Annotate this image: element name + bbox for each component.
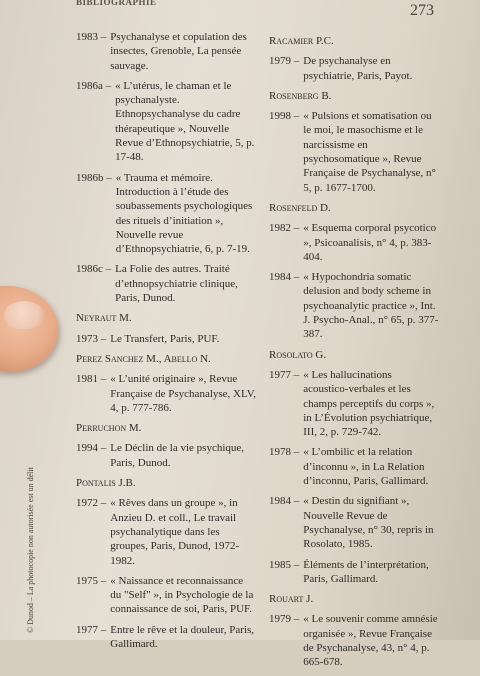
- copyright-side-note: © Dunod – La photocopie non autorisée est un délit: [26, 467, 35, 633]
- bibliography-entry: [269, 221, 439, 264]
- entry-year: 1998 –: [269, 110, 300, 123]
- entry-citation: « Les hallucinations acoustico-verbales et les champs perceptifs du corps », in L’Évolution psychiatrique, III, 2, p. 729-742.: [303, 368, 435, 439]
- entry-citation: « Rêves dans un groupe », in Anzieu D. et coll., Le travail psychanalytique dans les groupes, Paris, Dunod, 1972-1982.: [110, 497, 240, 567]
- entry-year: 1975 –: [76, 574, 107, 587]
- entry-citation: Entre le rêve et la douleur, Paris, Gallimard.: [110, 623, 254, 650]
- bibliography-entry: [76, 623, 256, 652]
- entry-citation: « Destin du signifiant », Nouvelle Revue de Psychanalyse, n° 30, repris in Rosolato, 1985.: [303, 495, 434, 551]
- entry-year: 1981 –: [76, 373, 107, 386]
- running-head: BIBLIOGRAPHIE: [76, 0, 157, 7]
- author-heading: Rosenfeld D.: [269, 201, 331, 214]
- entry-year: 1977 –: [76, 623, 107, 636]
- entry-citation: « Trauma et mémoire. Introduction à l’étude des soubassements psychologiques des rituels d’initiation », Nouvelle revue d’Ethnopsychiatrie, 6, p. 7-19.: [115, 171, 253, 256]
- entry-year: 1979 –: [269, 613, 300, 626]
- bibliography-entry: [269, 368, 439, 439]
- thumbnail-nail: [4, 301, 44, 329]
- bibliography-entry: [269, 558, 439, 587]
- entry-year: 1985 –: [269, 558, 300, 571]
- author-heading: Neyraut M.: [76, 312, 132, 325]
- bibliography-entry: [76, 171, 256, 257]
- bibliography-entry: [269, 445, 439, 488]
- author-heading: Rosolato G.: [269, 348, 327, 361]
- author-heading: Racamier P.C.: [269, 35, 334, 47]
- thumb: [0, 286, 58, 372]
- entry-year: 1984 –: [269, 495, 300, 508]
- bibliography-entry: [269, 270, 439, 341]
- entry-year: 1977 –: [269, 368, 300, 381]
- bibliography-entry: [76, 79, 256, 165]
- entry-citation: Psychanalyse et copulation des insectes, Grenoble, La pensée sauvage.: [110, 31, 247, 72]
- bibliography-entry: [76, 262, 256, 305]
- entry-citation: « Esquema corporal psycotico », Psicoanalisis, n° 4, p. 383-404.: [303, 222, 437, 263]
- entry-citation: De psychanalyse en psychiatrie, Paris, Payot.: [303, 55, 413, 82]
- entry-year: 1984 –: [269, 271, 300, 284]
- entry-citation: « Pulsions et somatisation ou le moi, le masochisme et le narcissisme en psychosomatique », Revue Française de Psychanalyse, n° 5, p. 1677-1700.: [303, 110, 436, 194]
- bibliography-entry: [76, 441, 256, 470]
- bibliography-entry: [76, 574, 256, 617]
- entry-year: 1973 –: [76, 332, 107, 345]
- entry-year: 1978 –: [269, 446, 300, 459]
- entry-citation: « Naissance et reconnaissance du "Self" », in Psychologie de la connaissance de soi, Paris, PUF.: [110, 574, 254, 616]
- entry-citation: « L’unité originaire », Revue Française de Psychanalyse, XLV, 4, p. 777-786.: [110, 373, 256, 414]
- entry-year: 1986a –: [76, 79, 112, 92]
- entry-citation: « Le souvenir comme amnésie organisée », Revue Française de Psychanalyse, 43, n° 4, p. 665-678.: [303, 613, 438, 669]
- entry-year: 1972 –: [76, 497, 107, 510]
- author-heading: Rouart J.: [269, 593, 314, 606]
- entry-year: 1982 –: [269, 222, 300, 235]
- entry-year: 1979 –: [269, 55, 300, 68]
- bibliography-entry: [76, 332, 256, 346]
- bibliography-entry: [76, 496, 256, 567]
- bibliography-entry: [76, 372, 256, 415]
- entry-citation: Le Transfert, Paris, PUF.: [110, 332, 220, 345]
- entry-citation: « L’ombilic et la relation d’inconnu », in La Relation d’inconnu, Paris, Gallimard.: [303, 446, 429, 488]
- bibliography-entry: [269, 54, 439, 83]
- entry-citation: « L’utérus, le chaman et le psychanalyste. Ethnopsychanalyse du cadre thérapeutique », Nouvelle Revue d’Ethnopsychiatrie, 5, p. 17-48.: [115, 79, 255, 164]
- left-column: [76, 30, 256, 657]
- entry-year: 1986c –: [76, 263, 112, 276]
- page-number: 273: [410, 2, 434, 19]
- entry-year: 1986b –: [76, 171, 112, 184]
- author-heading: Rosenberg B.: [269, 89, 332, 102]
- entry-citation: « Hypochondria somatic delusion and body scheme in psychoanalytic practice », Int. J. Psycho-Anal., n° 65, p. 377-387.: [303, 271, 439, 341]
- bibliography-entry: [269, 494, 439, 551]
- right-column: [269, 30, 439, 676]
- author-heading: Perez Sanchez M., Abello N.: [76, 352, 211, 365]
- entry-year: 1983 –: [76, 31, 107, 43]
- author-heading: Perruchon M.: [76, 422, 142, 435]
- entry-year: 1994 –: [76, 442, 107, 455]
- bibliography-entry: [76, 30, 256, 73]
- entry-citation: La Folie des autres. Traité d’ethnopsychiatrie clinique, Paris, Dunod.: [115, 263, 238, 305]
- bibliography-entry: [269, 109, 439, 195]
- author-heading: Pontalis J.B.: [76, 477, 136, 490]
- bibliography-entry: [269, 612, 439, 669]
- entry-citation: Éléments de l’interprétation, Paris, Gallimard.: [303, 558, 429, 585]
- entry-citation: Le Déclin de la vie psychique, Paris, Dunod.: [110, 442, 245, 469]
